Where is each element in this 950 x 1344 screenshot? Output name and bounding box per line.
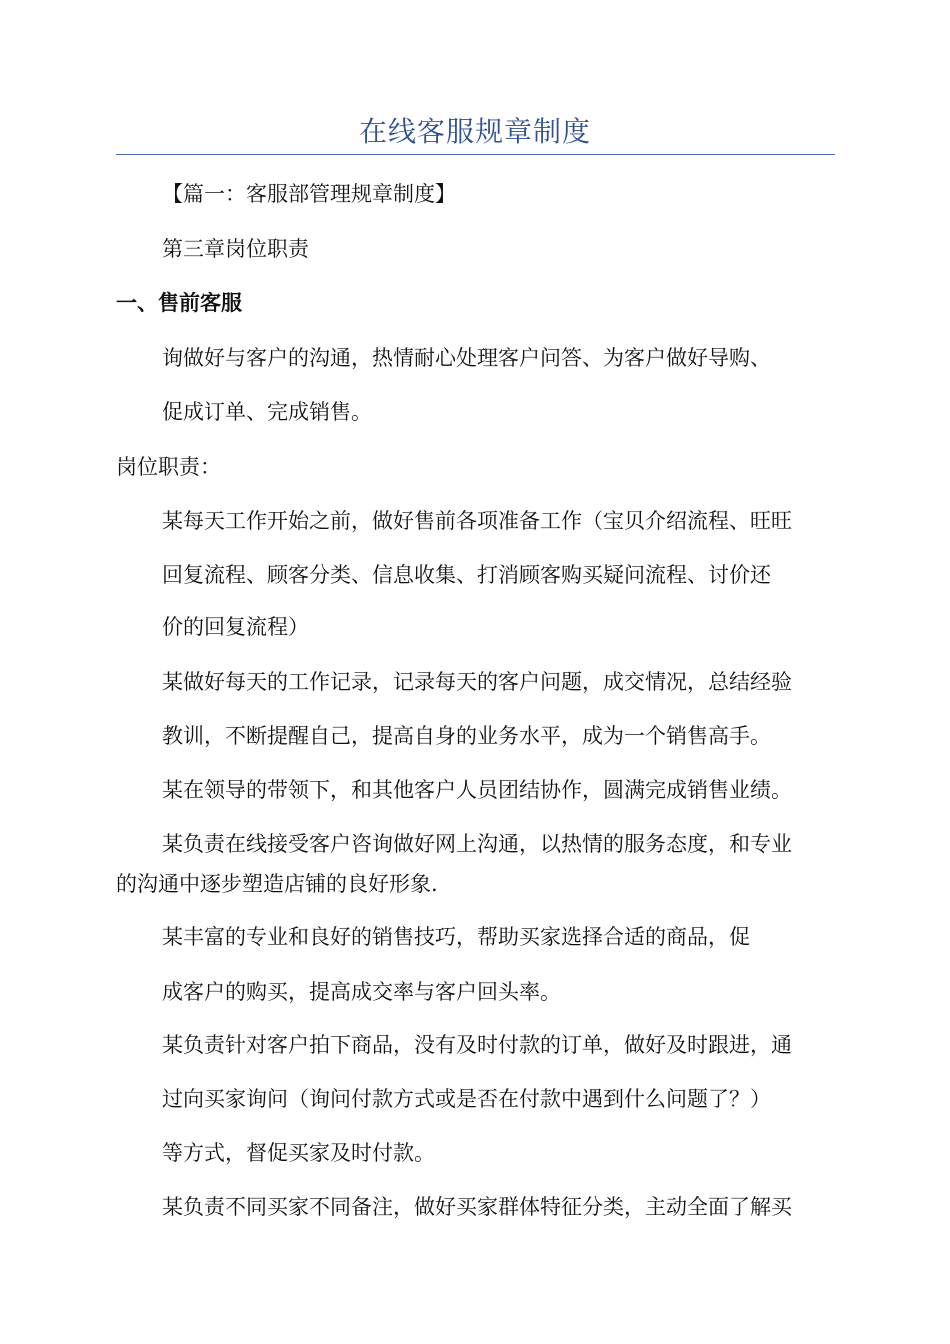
paragraph-line: 某负责在线接受客户咨询做好网上沟通，以热情的服务态度，和专业	[162, 832, 792, 856]
paragraph-line: 某负责针对客户拍下商品，没有及时付款的订单，做好及时跟进，通	[162, 1033, 792, 1057]
paragraph-line: 某做好每天的工作记录，记录每天的客户问题，成交情况，总结经验	[162, 670, 792, 694]
paragraph-line: 某在领导的带领下，和其他客户人员团结协作，圆满完成销售业绩。	[162, 778, 792, 802]
paragraph-line: 的沟通中逐步塑造店铺的良好形象.	[116, 872, 438, 896]
title-underline	[116, 154, 835, 155]
paragraph-line: 询做好与客户的沟通，热情耐心处理客户问答、为客户做好导购、	[162, 346, 771, 370]
document-title: 在线客服规章制度	[358, 115, 591, 148]
duties-label: 岗位职责：	[116, 455, 221, 479]
paragraph-line: 促成订单、完成销售。	[162, 400, 372, 424]
subsection-heading: 一、售前客服	[116, 290, 242, 315]
section-heading: 【篇一：客服部管理规章制度】	[162, 182, 456, 206]
paragraph-line: 成客户的购买，提高成交率与客户回头率。	[162, 980, 561, 1004]
paragraph-line: 某丰富的专业和良好的销售技巧，帮助买家选择合适的商品，促	[162, 925, 750, 949]
paragraph-line: 过向买家询问（询问付款方式或是否在付款中遇到什么问题了？）	[162, 1087, 771, 1111]
chapter-heading: 第三章岗位职责	[162, 237, 309, 261]
paragraph-line: 某每天工作开始之前，做好售前各项准备工作（宝贝介绍流程、旺旺	[162, 509, 792, 533]
paragraph-line: 某负责不同买家不同备注，做好买家群体特征分类，主动全面了解买	[162, 1195, 792, 1219]
paragraph-line: 回复流程、顾客分类、信息收集、打消顾客购买疑问流程、讨价还	[162, 563, 771, 587]
paragraph-line: 价的回复流程）	[162, 615, 309, 639]
paragraph-line: 等方式，督促买家及时付款。	[162, 1141, 435, 1165]
paragraph-line: 教训，不断提醒自己，提高自身的业务水平，成为一个销售高手。	[162, 724, 771, 748]
